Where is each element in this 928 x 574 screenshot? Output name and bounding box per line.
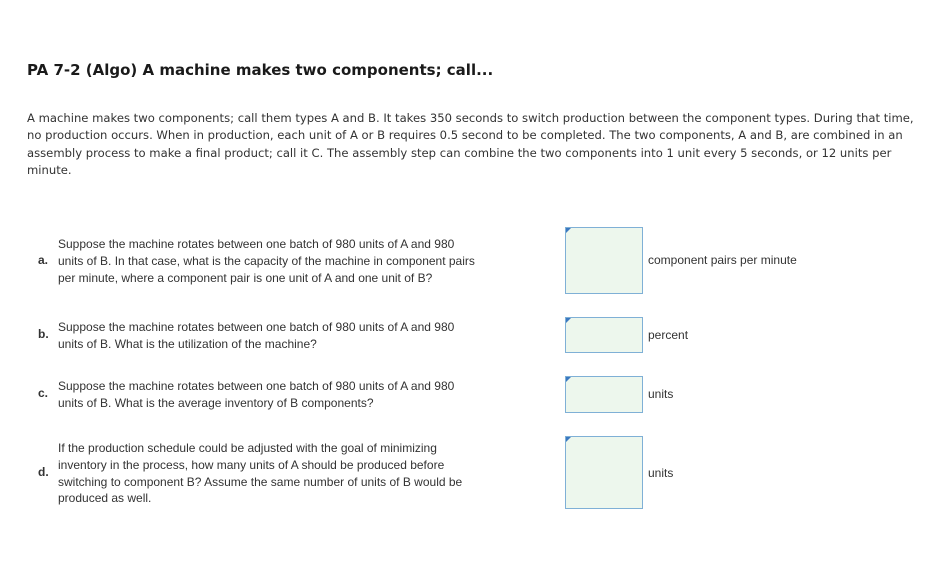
question-line: units of B. In that case, what is the capacity of the machine in component pairs [58,253,475,268]
question-letter: a. [38,253,49,267]
question-text [58,440,578,507]
question-line: produced as well. [58,491,152,506]
unit-label-a: component pairs per minute [648,253,797,267]
question-letter: d. [38,465,49,479]
unit-label-d: units [648,466,674,480]
question-line: per minute, where a component pair is one unit of A and one unit of B? [58,270,433,285]
input-marker-icon [566,228,571,233]
problem-intro: A machine makes two components; call them types A and B. It takes 350 seconds to switch production between the component types. During that time, no production occurs. When in production, each unit of A or B requires 0.5 second to be completed. The two components, A and B, are combined in an assembly process to make a final product; call it C. The assembly step can combine the two components into 1 unit every 5 seconds, or 12 units per minute. [27,111,914,178]
input-marker-icon [566,318,571,323]
question-line: units of B. What is the utilization of the machine? [58,336,317,351]
question-line: Suppose the machine rotates between one batch of 980 units of A and 980 [58,320,455,334]
answer-input-d[interactable] [565,436,643,509]
question-line: If the production schedule could be adjusted with the goal of minimizing [58,441,437,455]
input-marker-icon [566,377,571,382]
question-letter: c. [38,386,49,400]
question-line: inventory in the process, how many units of A should be produced before [58,457,445,472]
input-marker-icon [566,437,571,442]
question-line: Suppose the machine rotates between one batch of 980 units of A and 980 [58,237,455,251]
answer-input-a[interactable] [565,227,643,294]
question-text [58,378,578,412]
answer-input-c[interactable] [565,376,643,413]
unit-label-b: percent [648,328,689,342]
unit-label-c: units [648,387,674,401]
question-text [58,319,578,353]
question-line: Suppose the machine rotates between one batch of 980 units of A and 980 [58,379,455,393]
question-text [58,236,578,286]
question-line: switching to component B? Assume the same number of units of B would be [58,474,463,489]
problem-title: PA 7-2 (Algo) A machine makes two components; call... [27,61,494,79]
question-line: units of B. What is the average inventory of B components? [58,395,374,410]
question-letter: b. [38,327,49,341]
answer-input-b[interactable] [565,317,643,353]
